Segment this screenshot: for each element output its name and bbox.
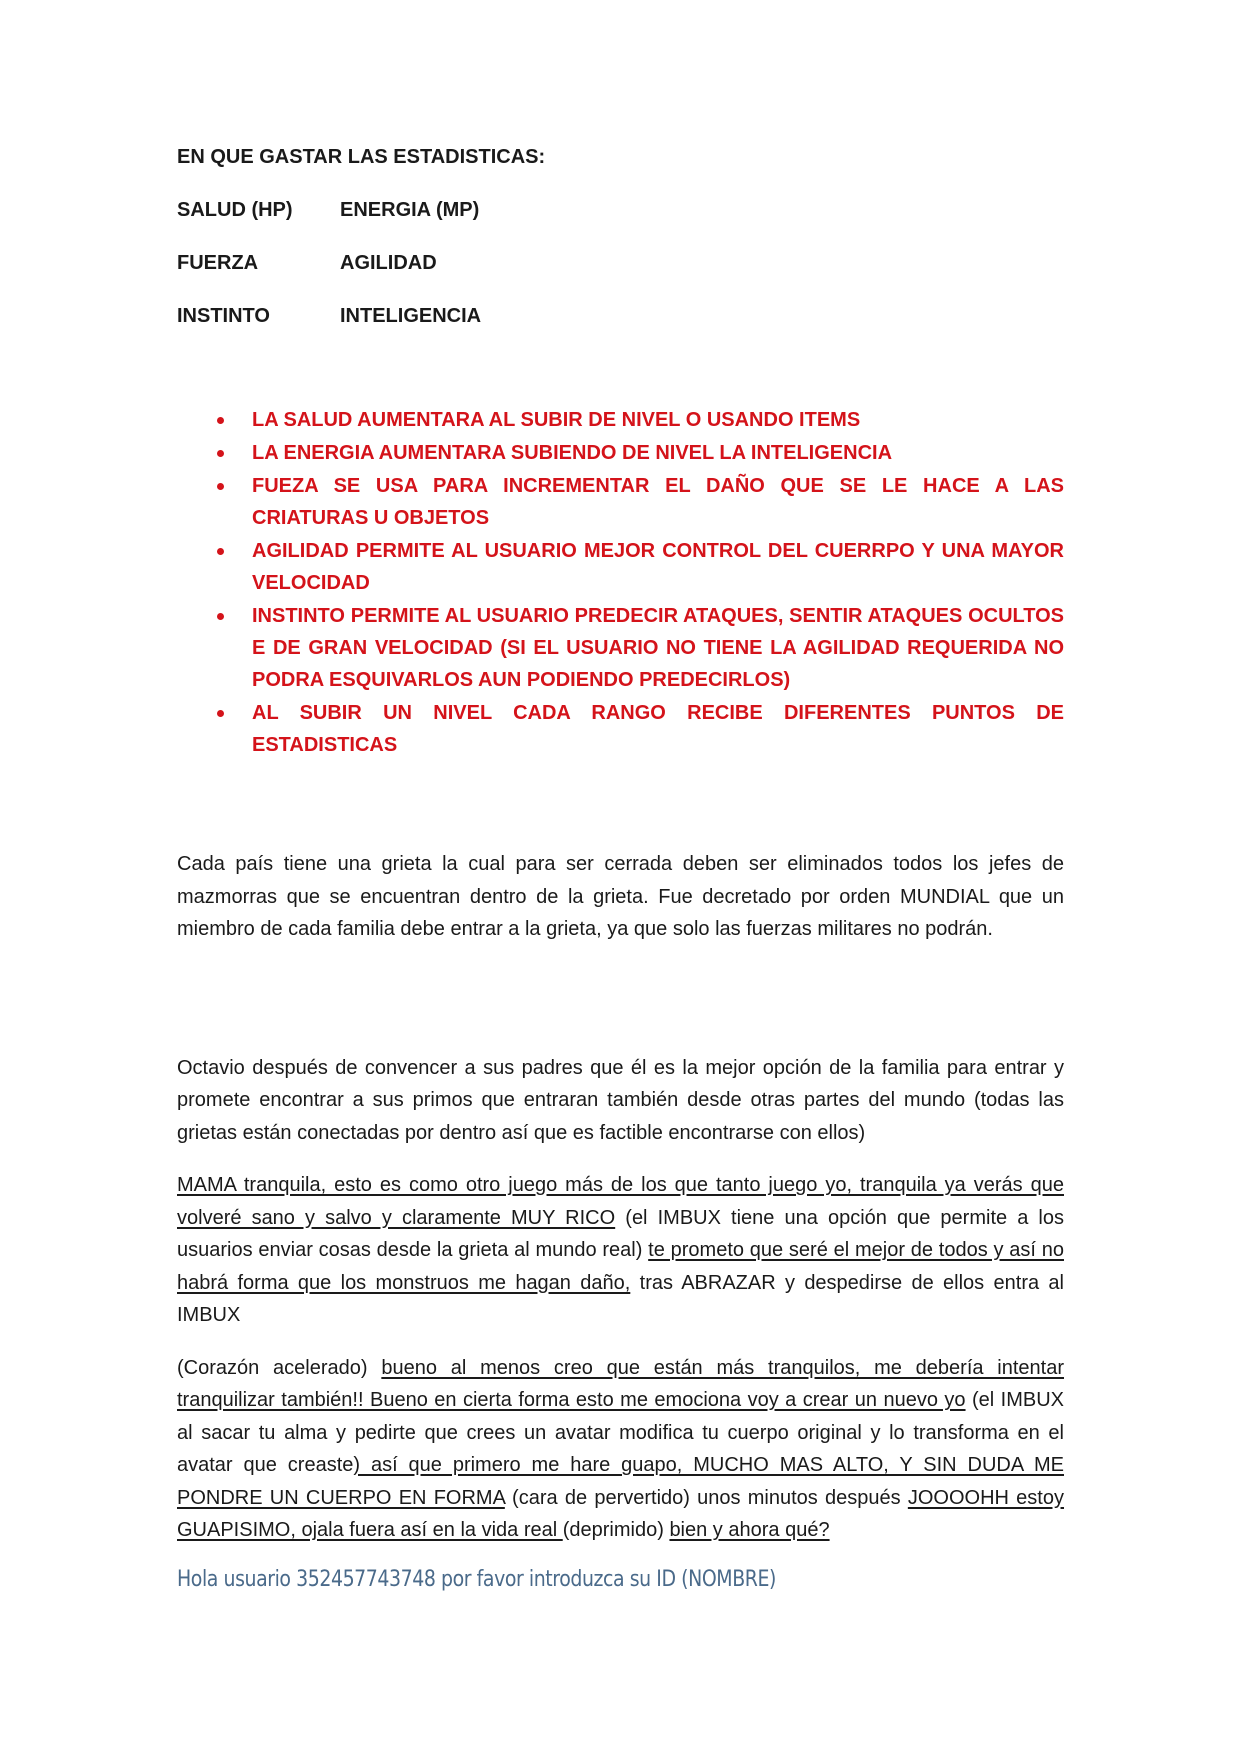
rule-text: INSTINTO PERMITE AL USUARIO PREDECIR ATAQUES, SENTIR ATAQUES OCULTOS E DE GRAN VELOCIDAD (SI EL USUARIO NO TIENE LA AGILIDAD REQUERIDA NO PODRA ESQUIVARLOS AUN PODIENDO PREDECIRLOS) [252,605,1064,691]
narration-text: (deprimido) [562,1519,670,1541]
rule-item [177,600,1064,696]
narration-text: (cara de pervertido) unos minutos después [504,1486,908,1509]
system-prompt-text: Hola usuario 352457743748 por favor introduzca su ID (NOMBRE) [177,1566,776,1592]
rule-text: FUEZA SE USA PARA INCREMENTAR EL DAÑO QUE SE LE HACE A LAS CRIATURAS U OBJETOS [252,475,1064,529]
bullet-icon [217,450,224,457]
stats-section [177,146,1064,358]
bullet-icon [217,613,224,620]
underlined-dialogue: te prometo que seré el mejor de todos y así no habrá forma que los monstruos me hagan daño, [177,1239,1064,1294]
rule-item [177,535,1064,599]
rule-text: AGILIDAD PERMITE AL USUARIO MEJOR CONTROL DEL CUERRPO Y UNA MAYOR VELOCIDAD [252,540,1064,594]
rule-item [177,437,1064,469]
paragraph-rift: Cada país tiene una grieta la cual para ser cerrada deben ser eliminados todos los jefes de mazmorras que se encuentran dentro de la grieta. Fue decretado por orden MUNDIAL que un miembro de cada familia debe entrar a la grieta, ya que solo las fuerzas militares no podrán. [177,853,1064,940]
rule-text: LA ENERGIA AUMENTARA SUBIENDO DE NIVEL LA INTELIGENCIA [252,442,893,464]
narration-text: (el IMBUX tiene una opción que permite a los usuarios enviar cosas desde la grieta al mundo real) [177,1206,1064,1261]
narration-text: (Corazón acelerado) [177,1356,382,1379]
rules-list [177,404,1064,761]
underlined-dialogue: MAMA tranquila, esto es como otro juego más de los que tanto juego yo, tranquila ya verás que volveré sano y salvo y claramente MUY RICO [177,1174,1064,1229]
stat-name: ENERGIA (MP) [340,199,480,221]
stat-name: FUERZA [177,252,259,274]
stat-name: INSTINTO [177,305,270,327]
narration-text: tras ABRAZAR y despedirse de ellos entra al IMBUX [177,1271,1064,1326]
stat-name: INTELIGENCIA [340,305,482,327]
bullet-icon [217,548,224,555]
stats-row [177,199,1064,252]
paragraph-avatar [177,1352,1064,1547]
rule-text: AL SUBIR UN NIVEL CADA RANGO RECIBE DIFERENTES PUNTOS DE ESTADISTICAS [252,702,1064,756]
paragraph-farewell [177,1169,1064,1332]
bullet-icon [217,417,224,424]
rule-item [177,697,1064,761]
bullet-icon [217,483,224,490]
paragraph-octavio: Octavio después de convencer a sus padres que él es la mejor opción de la familia para entrar y promete encontrar a sus primos que entraran también desde otras partes del mundo (todas las grietas están conectadas por dentro así que es factible encontrarse con ellos) [177,1056,1064,1144]
stat-name: SALUD (HP) [177,199,293,221]
rule-text: LA SALUD AUMENTARA AL SUBIR DE NIVEL O USANDO ITEMS [252,409,861,431]
stat-name: AGILIDAD [340,252,437,274]
rule-item [177,470,1064,534]
underlined-dialogue: JOOOOHH estoy GUAPISIMO, ojala fuera así en la vida real [177,1486,1064,1541]
rule-item [177,404,1064,436]
underlined-dialogue: bueno al menos creo que están más tranquilos, me debería intentar tranquilizar también!! Bueno en cierta forma esto me emociona voy a crear un nuevo yo [177,1356,1064,1411]
stats-row [177,252,1064,305]
bullet-icon [217,710,224,717]
underlined-dialogue: bien y ahora qué? [669,1519,830,1541]
stats-row [177,305,1064,358]
narration-text: (el IMBUX al sacar tu alma y pedirte que crees un avatar modifica tu cuerpo original y lo transforma en el avatar que creaste [177,1389,1065,1476]
page-content [177,146,1064,1592]
underlined-dialogue: ) así que primero me hare guapo, MUCHO MAS ALTO, Y SIN DUDA ME PONDRE UN CUERPO EN FORMA [177,1454,1064,1509]
stats-title: EN QUE GASTAR LAS ESTADISTICAS: [177,146,546,168]
